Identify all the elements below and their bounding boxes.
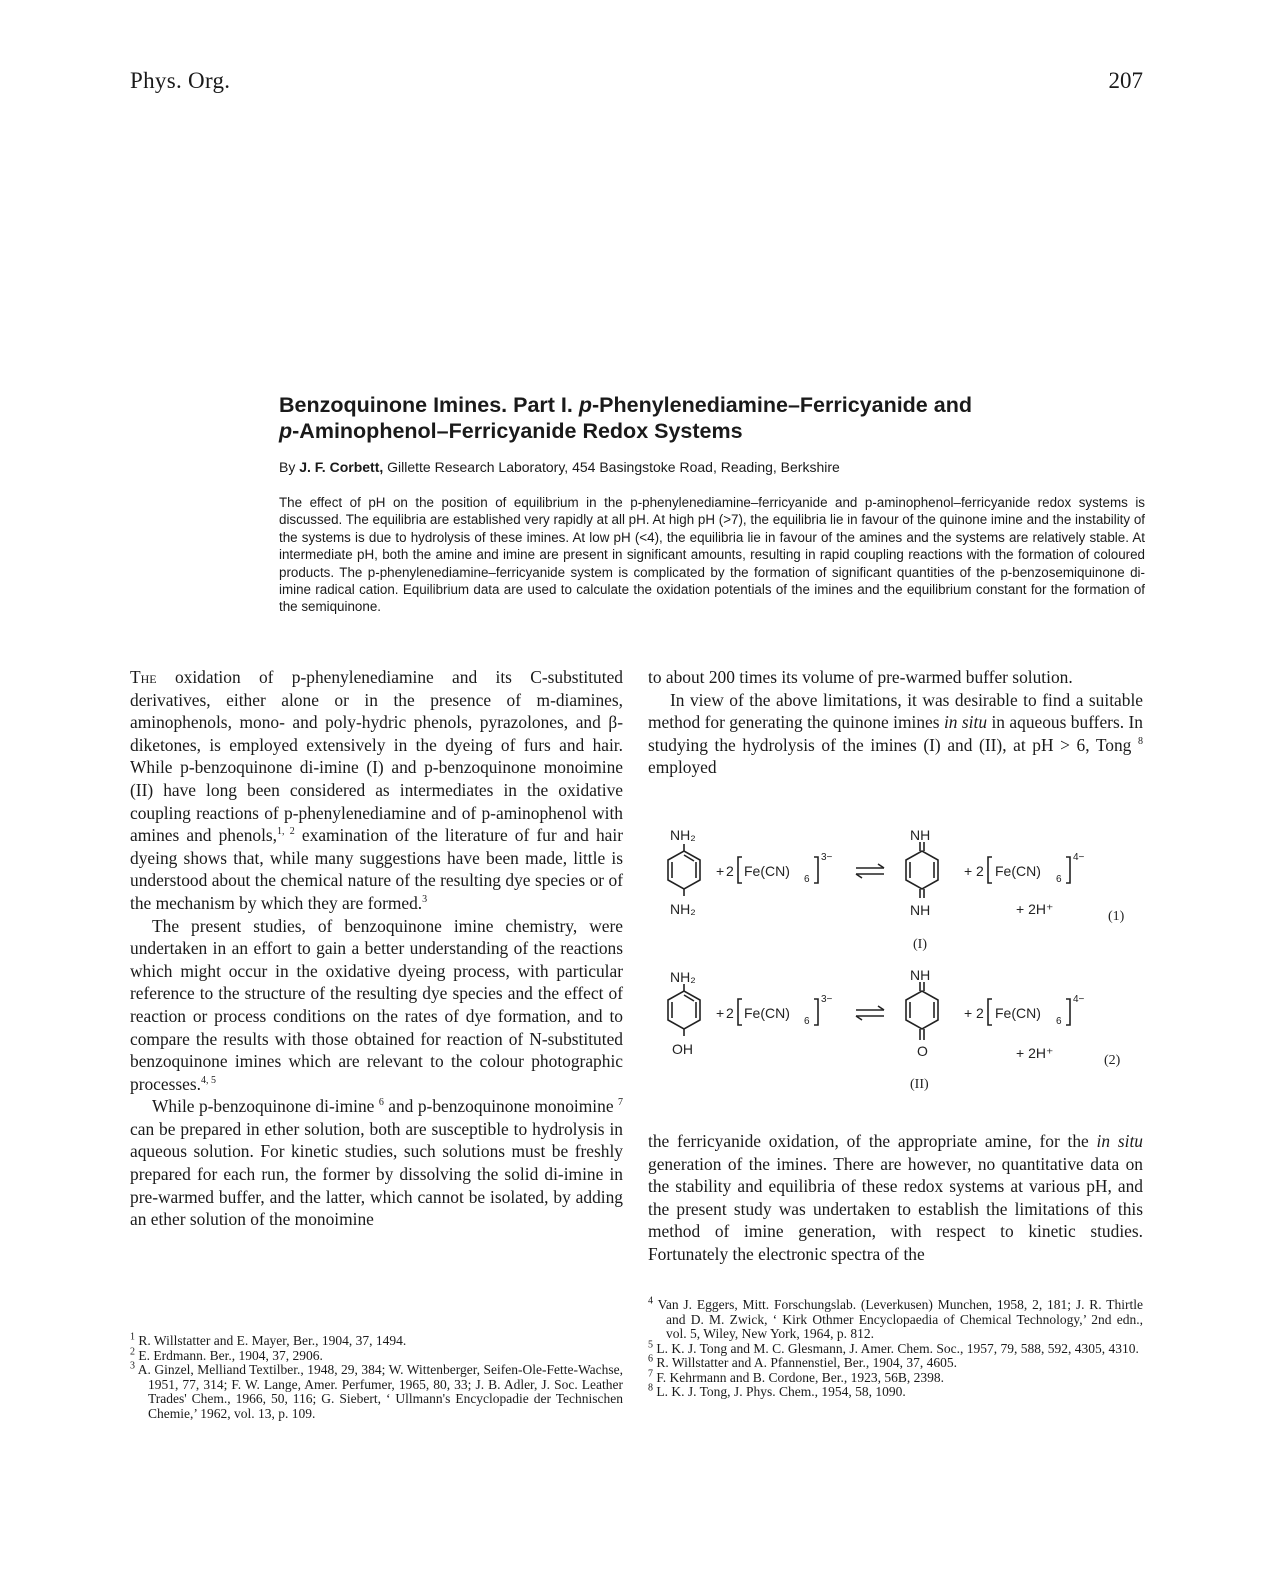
svg-text:+: +	[716, 863, 725, 879]
svg-text:+: +	[964, 1005, 973, 1021]
oh-label: OH	[672, 1041, 693, 1057]
svg-text:+ 2H⁺: + 2H⁺	[1016, 1045, 1054, 1061]
byline: By J. F. Corbett, Gillette Research Laboratory, 454 Basingstoke Road, Reading, Berkshire	[279, 459, 840, 475]
footnote: $^6$ R. Willstatter and A. Pfannenstiel, Ber., 1904, 37, 4605.	[648, 1353, 958, 1370]
svg-text:2: 2	[976, 1005, 984, 1021]
body-column-left	[130, 666, 623, 1231]
nh2-label: NH₂	[670, 969, 696, 985]
page-number: 207	[1108, 68, 1143, 93]
nh2-label: NH₂	[670, 827, 696, 843]
svg-text:2: 2	[726, 863, 734, 879]
oxo-label: O	[917, 1043, 928, 1059]
abstract: The effect of pH on the position of equilibrium in the p-phenylenediamine–ferricyanide and p-aminophenol–ferricyanide redox systems is discussed. The equilibria are established very rapidly at all pH. At high pH (>7), the equilibria lie in favour of the quinone imine and the instability of the systems is due to hydrolysis of these imines. At low pH (<4), the equilibria lie in favour of the amines and the systems are relatively stable. At intermediate pH, both the amine and imine are present in significant amounts, resulting in rapid coupling reactions with the formation of coloured products. The p-phenylenediamine–ferricyanide system is complicated by the formation of significant quantities of the p-benzosemiquinone di-imine radical cation. Equilibrium data are used to calculate the oxidation potentials of the imines and the equilibrium constant for the formation of the semiquinone.	[279, 495, 1145, 615]
svg-text:6: 6	[804, 1016, 810, 1027]
svg-text:6: 6	[804, 874, 810, 885]
paragraph: In view of the above limitations, it was desirable to find a suitable method for generating the quinone imines in situ in aqueous buffers. In studying the hydrolysis of the imines (I) and (II), at pH > 6, Tong $^8$ employed	[648, 689, 1143, 778]
svg-text:6: 6	[1056, 1016, 1062, 1027]
reaction-scheme	[648, 822, 1143, 1112]
running-head: Phys. Org.	[130, 68, 231, 93]
imine-label: NH	[910, 967, 931, 983]
footnote: $^2$ E. Erdmann. Ber., 1904, 37, 2906.	[130, 1346, 323, 1363]
svg-text:2: 2	[976, 863, 984, 879]
compound-label: (I)	[913, 937, 927, 952]
svg-text:+: +	[964, 863, 973, 879]
svg-text:Fe(CN): Fe(CN)	[744, 1005, 790, 1021]
imine-label: NH	[910, 827, 931, 843]
paragraph: The present studies, of benzoquinone imine chemistry, were undertaken in an effort to gain a better understanding of the reactions which might occur in the oxidative dyeing process, with particular reference to the structure of the resulting dye species and the effect of reaction or process conditions on the rates of dye formation, and to compare the results with those obtained for reaction of N-substituted benzoquinone imines which are relevant to the colour photographic processes.$^{4, 5}$	[130, 915, 623, 1094]
svg-text:2: 2	[726, 1005, 734, 1021]
svg-text:+: +	[716, 1005, 725, 1021]
imine-label: NH	[910, 902, 931, 918]
footnote: $^5$ L. K. J. Tong and M. C. Glesmann, J. Amer. Chem. Soc., 1957, 79, 588, 592, 4305, 4310.	[648, 1339, 1139, 1356]
paragraph: The oxidation of p-phenylenediamine and its C-substituted derivatives, either alone or in the presence of m-diamines, aminophenols, mono- and poly-hydric phenols, pyrazolones, and β-diketones, is employed extensively in the dyeing of furs and hair. While p-benzoquinone di-imine (I) and p-benzoquinone monoimine (II) have long been considered as intermediates in the oxidative coupling reactions of p-phenylenediamine and of p-aminophenol with amines and phenols,$^{1, 2}$ examination of the literature of fur and hair dyeing shows that, while many suggestions have been made, little is understood about the chemical nature of the resulting dye species or of the mechanism by which they are formed.$^3$	[130, 667, 623, 913]
svg-text:6: 6	[1056, 874, 1062, 885]
footnote: $^1$ R. Willstatter and E. Mayer, Ber., 1904, 37, 1494.	[130, 1331, 407, 1348]
paragraph: the ferricyanide oxidation, of the appropriate amine, for the in situ generation of the imines. There are however, no quantitative data on the stability and equilibria of these redox systems at various pH, and the present study was undertaken to establish the limitations of this method of imine generation, with respect to kinetic studies. Fortunately the electronic spectra of the	[648, 1131, 1143, 1264]
paragraph: While p-benzoquinone di-imine $^6$ and p-benzoquinone monoimine $^7$ can be prepared in ether solution, both are susceptible to hydrolysis in aqueous solution. For kinetic studies, such solutions must be freshly prepared for each run, the former by dissolving the solid di-imine in pre-warmed buffer, and the latter, which cannot be isolated, by adding an ether solution of the monoimine	[130, 1096, 623, 1230]
footnote: $^8$ L. K. J. Tong, J. Phys. Chem., 1954, 58, 1090.	[648, 1382, 906, 1399]
article-title: Benzoquinone Imines. Part I. p-Phenylenediamine–Ferricyanide and p-Aminophenol–Ferricyanide Redox Systems	[279, 393, 972, 443]
paragraph: to about 200 times its volume of pre-warmed buffer solution.	[648, 667, 1073, 687]
body-column-right-bottom	[648, 1130, 1143, 1266]
svg-text:Fe(CN): Fe(CN)	[995, 1005, 1041, 1021]
author-name: J. F. Corbett,	[299, 459, 384, 475]
nh2-label: NH₂	[670, 901, 696, 917]
svg-text:Fe(CN): Fe(CN)	[744, 863, 790, 879]
footnotes-left	[130, 1331, 623, 1421]
svg-text:4−: 4−	[1073, 994, 1085, 1005]
compound-label: (II)	[910, 1077, 929, 1092]
svg-text:+ 2H⁺: + 2H⁺	[1016, 901, 1054, 917]
svg-text:3−: 3−	[821, 852, 833, 863]
body-column-right-top	[648, 666, 1143, 779]
footnote: $^4$ Van J. Eggers, Mitt. Forschungslab. (Leverkusen) Munchen, 1958, 2, 181; J. R. Thirtle and D. M. Zwick, ‘ Kirk Othmer Encyclopaedia of Chemical Technology,’ 2nd edn., vol. 5, Wiley, New York, 1964, p. 812.	[648, 1295, 1143, 1341]
svg-text:3−: 3−	[821, 994, 833, 1005]
footnotes-right	[648, 1295, 1143, 1400]
affiliation: Gillette Research Laboratory, 454 Basingstoke Road, Reading, Berkshire	[383, 459, 840, 475]
svg-text:4−: 4−	[1073, 852, 1085, 863]
svg-text:Fe(CN): Fe(CN)	[995, 863, 1041, 879]
footnote: $^7$ F. Kehrmann and B. Cordone, Ber., 1923, 56B, 2398.	[648, 1368, 945, 1385]
footnote: $^3$ A. Ginzel, Melliand Textilber., 1948, 29, 384; W. Wittenberger, Seifen-Ole-Fette-Wachse, 1951, 77, 314; F. W. Lange, Amer. Perfumer, 1965, 80, 33; J. B. Adler, J. Soc. Leather Trades' Chem., 1966, 50, 116; G. Siebert, ‘ Ullmann's Encyclopadie der Technischen Chemie,’ 1962, vol. 13, p. 109.	[130, 1360, 623, 1421]
equation-number: (2)	[1104, 1053, 1121, 1068]
equation-number: (1)	[1108, 909, 1125, 924]
